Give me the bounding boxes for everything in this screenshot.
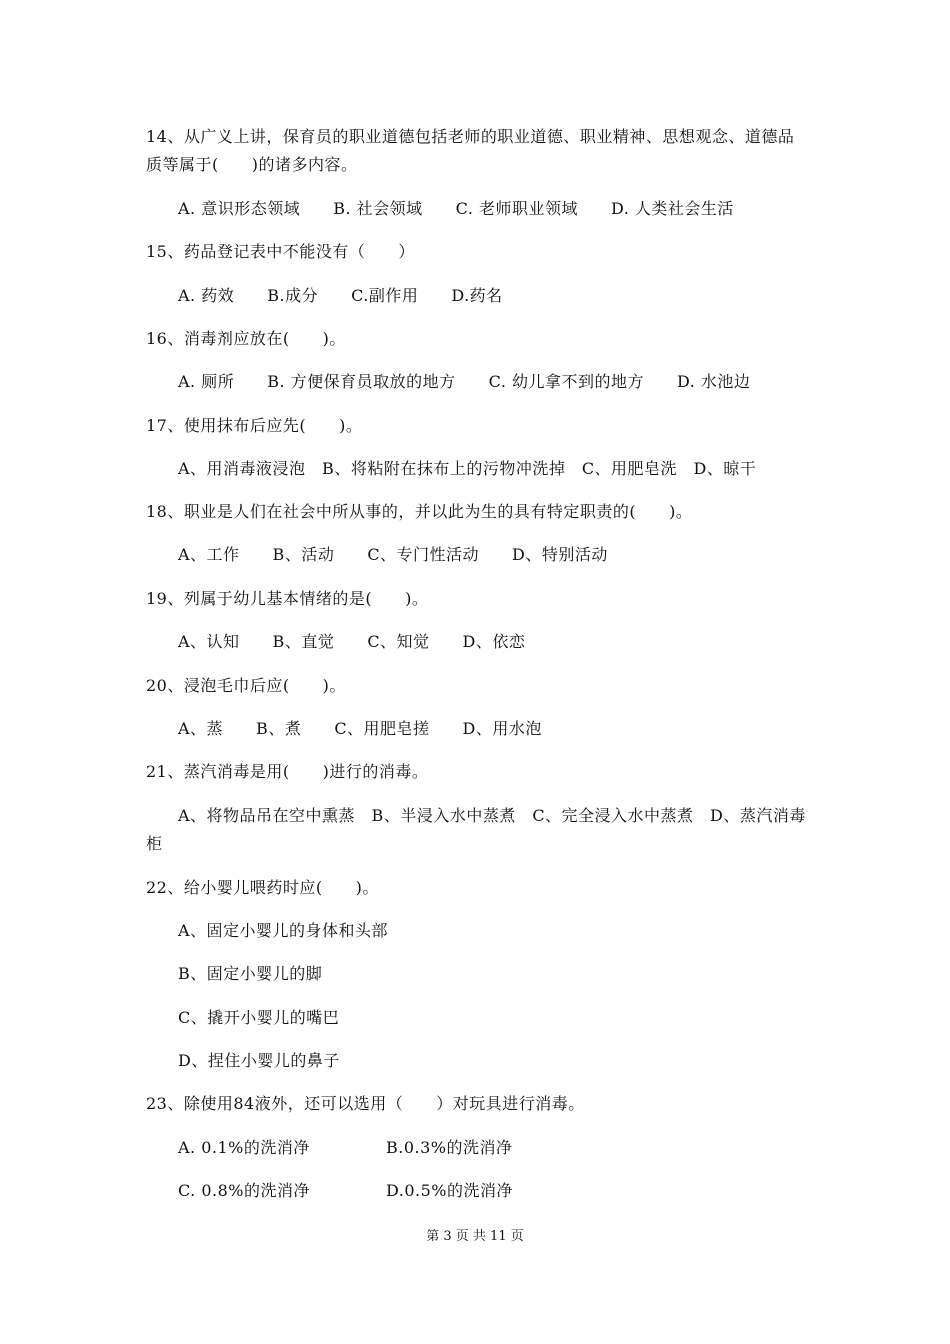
question-23-option-c: C. 0.8%的洗消净 xyxy=(178,1181,310,1200)
question-22-option-a: A、固定小婴儿的身体和头部 xyxy=(178,921,389,940)
question-14-stem-line-2: 质等属于( )的诸多内容。 xyxy=(146,155,358,174)
question-16-stem: 16、消毒剂应放在( )。 xyxy=(146,329,346,348)
page-number-footer: 第 3 页 共 11 页 xyxy=(426,1229,524,1244)
question-22-option-b: B、固定小婴儿的脚 xyxy=(178,964,323,983)
question-19-options: A、认知 B、直觉 C、知觉 D、依恋 xyxy=(178,632,526,651)
question-23-option-b: B.0.3%的洗消净 xyxy=(386,1138,513,1157)
question-14-options: A. 意识形态领域 B. 社会领域 C. 老师职业领域 D. 人类社会生活 xyxy=(178,199,734,218)
question-14-stem-line-1: 14、从广义上讲，保育员的职业道德包括老师的职业道德、职业精神、思想观念、道德品 xyxy=(146,127,795,146)
question-21-stem: 21、蒸汽消毒是用( )进行的消毒。 xyxy=(146,762,429,781)
question-21-options-line-2: 柜 xyxy=(146,834,163,853)
question-15-options: A. 药效 B.成分 C.副作用 D.药名 xyxy=(178,286,503,305)
question-20-options: A、蒸 B、煮 C、用肥皂搓 D、用水泡 xyxy=(178,719,542,738)
question-22-stem: 22、给小婴儿喂药时应( )。 xyxy=(146,878,379,897)
question-20-stem: 20、浸泡毛巾后应( )。 xyxy=(146,676,346,695)
question-22-option-c: C、撬开小婴儿的嘴巴 xyxy=(178,1008,340,1027)
question-19-stem: 19、列属于幼儿基本情绪的是( )。 xyxy=(146,589,429,608)
question-23-option-d: D.0.5%的洗消净 xyxy=(386,1181,513,1200)
question-17-stem: 17、使用抹布后应先( )。 xyxy=(146,416,363,435)
question-15-stem: 15、药品登记表中不能没有（ ） xyxy=(146,242,415,261)
question-18-stem: 18、职业是人们在社会中所从事的，并以此为生的具有特定职责的( )。 xyxy=(146,502,693,521)
question-21-options-line-1: A、将物品吊在空中熏蒸 B、半浸入水中蒸煮 C、完全浸入水中蒸煮 D、蒸汽消毒 xyxy=(178,806,806,825)
question-23-option-a: A. 0.1%的洗消净 xyxy=(178,1138,310,1157)
question-16-options: A. 厕所 B. 方便保育员取放的地方 C. 幼儿拿不到的地方 D. 水池边 xyxy=(178,372,751,391)
question-17-options: A、用消毒液浸泡 B、将粘附在抹布上的污物冲洗掉 C、用肥皂洗 D、晾干 xyxy=(178,459,757,478)
question-18-options: A、工作 B、活动 C、专门性活动 D、特别活动 xyxy=(178,545,608,564)
question-23-stem: 23、除使用84液外，还可以选用（ ）对玩具进行消毒。 xyxy=(146,1094,585,1113)
question-22-option-d: D、捏住小婴儿的鼻子 xyxy=(178,1051,340,1070)
